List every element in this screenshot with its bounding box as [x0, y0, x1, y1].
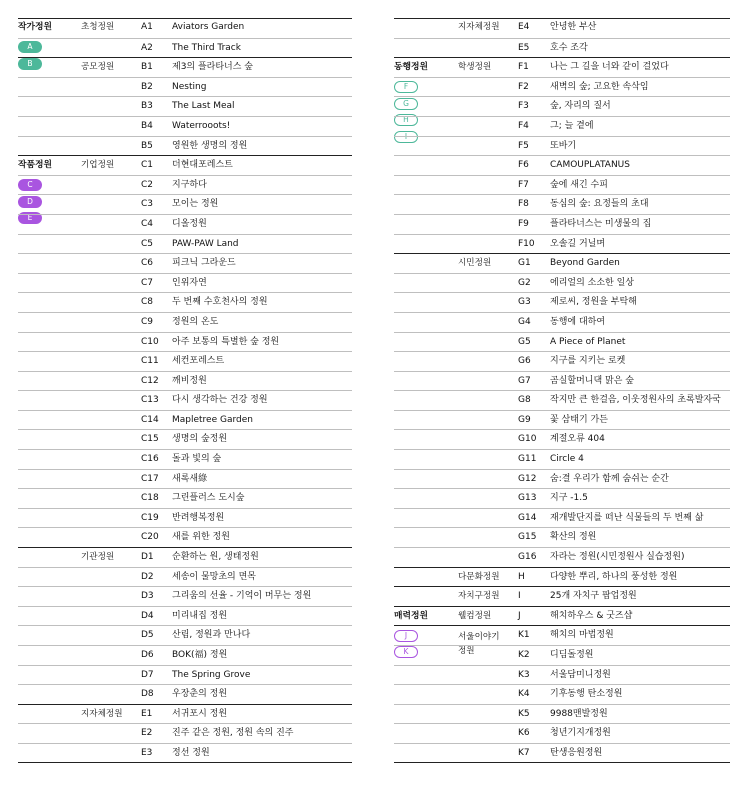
garden-title: 돌과 빛의 숲	[172, 454, 222, 465]
garden-type-label: 다문화정원	[458, 571, 500, 582]
garden-title: 미리내집 정원	[172, 610, 228, 621]
table-row	[18, 684, 352, 704]
garden-title: 곰실할머니댁 맑은 숲	[550, 375, 634, 386]
garden-title: 새록새綠	[172, 473, 208, 484]
garden-code: C19	[141, 512, 159, 523]
garden-title: 제3의 플라타너스 숲	[172, 62, 254, 73]
garden-code: C11	[141, 356, 159, 367]
garden-code: D3	[141, 591, 154, 602]
garden-title: 꽃 삼태기 가든	[550, 414, 608, 425]
garden-code: K3	[518, 669, 530, 680]
garden-code: C2	[141, 179, 154, 190]
garden-code: E3	[141, 747, 153, 758]
table-row	[394, 390, 730, 410]
garden-code: B3	[141, 101, 153, 112]
table-row	[394, 723, 730, 743]
table-row	[18, 449, 352, 469]
zone-badge: A	[18, 41, 42, 53]
garden-code: G9	[518, 414, 531, 425]
garden-code: B2	[141, 81, 153, 92]
table-row	[394, 96, 730, 116]
garden-code: K6	[518, 728, 530, 739]
table-row	[394, 273, 730, 293]
garden-title: 인위자연	[172, 277, 207, 288]
garden-code: F7	[518, 179, 529, 190]
garden-title: 에리얼의 소소한 일상	[550, 277, 634, 288]
garden-code: F10	[518, 238, 535, 249]
table-row	[18, 547, 352, 567]
garden-title: 탄생응원정원	[550, 747, 603, 758]
table-row	[394, 18, 730, 38]
garden-code: F9	[518, 218, 529, 229]
garden-title: CAMOUPLATANUS	[550, 160, 630, 171]
table-row	[394, 292, 730, 312]
table-row	[18, 527, 352, 547]
table-row	[394, 351, 730, 371]
garden-title: 진주 같은 정원, 정원 속의 진주	[172, 728, 294, 739]
garden-title: 자라는 정원(시민정원사 실습정원)	[550, 552, 685, 563]
table-row	[18, 606, 352, 626]
table-row	[18, 508, 352, 528]
garden-title: Beyond Garden	[550, 258, 620, 269]
garden-title: 그리움의 선율 - 기억이 머무는 정원	[172, 591, 312, 602]
garden-title: The Last Meal	[172, 101, 235, 112]
zone-badge: G	[394, 98, 418, 110]
table-row	[18, 488, 352, 508]
garden-code: G4	[518, 316, 531, 327]
garden-code: G15	[518, 532, 537, 543]
garden-code: C10	[141, 336, 159, 347]
garden-title: The Spring Grove	[172, 669, 251, 680]
garden-type-label: 지자체정원	[458, 22, 500, 32]
table-row	[18, 743, 352, 763]
garden-code: C9	[141, 316, 154, 327]
garden-title: 다시 생각하는 건강 정원	[172, 395, 268, 406]
garden-title: 디올정원	[172, 218, 207, 229]
garden-title: 호수 조각	[550, 42, 588, 53]
garden-title: 영원한 생명의 정원	[172, 140, 248, 151]
garden-title: 확산의 정원	[550, 532, 597, 543]
garden-code: G12	[518, 473, 537, 484]
table-row	[394, 410, 730, 430]
garden-title: 동심의 숲: 요정들의 초대	[550, 199, 649, 210]
garden-type-label: 서울이야기 정원	[458, 632, 500, 657]
garden-code: J	[518, 610, 521, 621]
garden-code: E5	[518, 42, 530, 53]
garden-title: 재개발단지를 떠난 식물들의 두 번째 삶	[550, 512, 704, 523]
garden-code: E2	[141, 728, 153, 739]
garden-title: 작지만 큰 한걸음, 이웃정원사의 초록발자국	[550, 395, 721, 406]
garden-title: 25개 자치구 팝업정원	[550, 591, 637, 602]
garden-title: 청년기지개정원	[550, 728, 611, 739]
table-row	[394, 194, 730, 214]
garden-title: 디딤돌정원	[550, 650, 594, 660]
table-row	[18, 567, 352, 587]
garden-code: K7	[518, 747, 530, 758]
table-row	[18, 214, 352, 234]
garden-title: 모이는 정원	[172, 199, 219, 210]
table-row	[18, 77, 352, 97]
top-rule	[394, 18, 730, 19]
garden-code: H	[518, 571, 525, 582]
garden-code: G10	[518, 434, 537, 445]
category-label: 작품정원	[18, 160, 52, 171]
garden-code: K4	[518, 689, 530, 700]
zone-badge: B	[18, 58, 42, 70]
garden-type-label: 웰컴정원	[458, 610, 492, 621]
garden-code: D1	[141, 552, 154, 563]
table-row	[18, 645, 352, 665]
table-row	[18, 292, 352, 312]
garden-code: K2	[518, 650, 530, 660]
garden-title: PAW-PAW Land	[172, 238, 239, 249]
table-row	[18, 116, 352, 136]
garden-title: Waterrooots!	[172, 120, 231, 131]
table-row	[18, 312, 352, 332]
table-row	[394, 449, 730, 469]
garden-code: C20	[141, 532, 159, 543]
garden-title: 정원의 온도	[172, 316, 219, 327]
garden-code: F8	[518, 199, 529, 210]
garden-code: D6	[141, 650, 154, 660]
garden-type-label: 시민정원	[458, 258, 492, 269]
garden-code: C15	[141, 434, 159, 445]
garden-title: 계절오류 404	[550, 434, 605, 445]
table-row	[394, 645, 730, 665]
garden-code: B4	[141, 120, 153, 131]
table-row	[394, 743, 730, 763]
zone-badge: H	[394, 114, 418, 126]
table-row	[394, 312, 730, 332]
garden-title: 플라타너스는 미생물의 집	[550, 218, 652, 229]
table-row	[394, 508, 730, 528]
table-row	[18, 253, 352, 273]
garden-code: C8	[141, 297, 154, 308]
table-row	[394, 116, 730, 136]
garden-code: G5	[518, 336, 531, 347]
garden-title: Mapletree Garden	[172, 414, 253, 425]
table-row	[18, 273, 352, 293]
table-row	[18, 704, 352, 724]
table-row	[394, 665, 730, 685]
zone-badge: I	[394, 131, 418, 143]
garden-title: 깨비정원	[172, 375, 207, 386]
garden-title: 새를 위한 정원	[172, 532, 230, 543]
garden-code: C6	[141, 258, 154, 269]
table-row	[394, 704, 730, 724]
garden-code: C7	[141, 277, 154, 288]
garden-code: D5	[141, 630, 154, 641]
garden-code: G1	[518, 258, 531, 269]
garden-title: 또바기	[550, 140, 577, 151]
garden-code: G8	[518, 395, 531, 406]
garden-code: F1	[518, 62, 529, 73]
garden-title: 숲, 자리의 질서	[550, 101, 611, 112]
table-row	[394, 488, 730, 508]
garden-title: 정선 정원	[172, 747, 210, 758]
table-row	[18, 332, 352, 352]
garden-code: C12	[141, 375, 159, 386]
garden-code: K5	[518, 708, 530, 719]
table-row	[18, 586, 352, 606]
garden-title: 아주 보통의 특별한 숲 정원	[172, 336, 280, 347]
garden-code: D4	[141, 610, 154, 621]
garden-title: 세컨포레스트	[172, 356, 225, 367]
garden-title: 피크닉 그라운드	[172, 258, 236, 269]
table-row	[394, 234, 730, 254]
garden-title: A Piece of Planet	[550, 336, 626, 347]
table-row	[394, 77, 730, 97]
garden-type-label: 기업정원	[81, 160, 115, 171]
garden-title: 새벽의 숲; 고요한 속삭임	[550, 81, 649, 92]
garden-title: 그린플러스 도시숲	[172, 493, 245, 504]
garden-code: D7	[141, 669, 154, 680]
garden-title: 그; 늘 곁에	[550, 120, 594, 131]
garden-code: D2	[141, 571, 154, 582]
table-row	[18, 469, 352, 489]
legend-column-right	[394, 18, 730, 763]
table-row	[394, 684, 730, 704]
zone-badge: D	[18, 196, 42, 208]
zone-badge: E	[18, 212, 42, 224]
table-row	[394, 547, 730, 567]
garden-title: 지구 -1.5	[550, 493, 588, 504]
garden-code: G16	[518, 552, 537, 563]
garden-title: 다양한 뿌리, 하나의 풍성한 정원	[550, 571, 678, 582]
table-row	[394, 469, 730, 489]
garden-title: 서귀포시 정원	[172, 708, 228, 719]
garden-type-label: 학생정원	[458, 62, 492, 73]
table-row	[394, 371, 730, 391]
garden-title: 순환하는 원, 생태정원	[172, 552, 259, 563]
garden-type-label: 공모정원	[81, 62, 115, 73]
garden-type-label: 지자체정원	[81, 708, 123, 719]
garden-code: F6	[518, 160, 529, 171]
category-label: 매력정원	[394, 610, 428, 621]
garden-code: B5	[141, 140, 153, 151]
garden-code: A1	[141, 22, 153, 32]
table-row	[394, 155, 730, 175]
legend-column-left	[18, 18, 352, 763]
table-row	[18, 38, 352, 58]
table-row	[394, 586, 730, 606]
zone-badge: K	[394, 646, 418, 658]
table-row	[18, 723, 352, 743]
garden-title: 해치의 마법정원	[550, 630, 614, 641]
garden-title: 두 번째 수호천사의 정원	[172, 297, 268, 308]
table-row	[18, 410, 352, 430]
garden-code: G13	[518, 493, 537, 504]
table-row	[18, 136, 352, 156]
table-row	[18, 175, 352, 195]
garden-title: 안녕한 부산	[550, 22, 597, 32]
garden-code: C13	[141, 395, 159, 406]
garden-code: D8	[141, 689, 154, 700]
table-row	[394, 175, 730, 195]
garden-code: F3	[518, 101, 529, 112]
garden-code: K1	[518, 630, 530, 641]
zone-badge: J	[394, 630, 418, 642]
garden-title: 반려행복정원	[172, 512, 225, 523]
garden-title: 지구를 지키는 로켓	[550, 356, 626, 367]
garden-title: 제로씨, 정원을 부탁해	[550, 297, 637, 308]
table-row	[394, 429, 730, 449]
zone-badge: F	[394, 81, 418, 93]
garden-title: Aviators Garden	[172, 22, 245, 32]
garden-code: C5	[141, 238, 154, 249]
garden-title: 숲에 새긴 수피	[550, 179, 608, 190]
garden-code: G14	[518, 512, 537, 523]
garden-title: The Third Track	[172, 42, 241, 53]
garden-title: 더현대포레스트	[172, 160, 233, 171]
garden-title: BOK(福) 정원	[172, 650, 228, 660]
table-row	[18, 390, 352, 410]
garden-code: C1	[141, 160, 154, 171]
zone-badge: C	[18, 179, 42, 191]
table-row	[18, 194, 352, 214]
garden-code: G6	[518, 356, 531, 367]
garden-title: 9988맨발정원	[550, 708, 608, 719]
garden-title: 세송이 물망초의 면목	[172, 571, 256, 582]
table-row	[18, 351, 352, 371]
table-row	[394, 38, 730, 58]
garden-code: E1	[141, 708, 153, 719]
table-row	[18, 57, 352, 77]
category-label: 작가정원	[18, 22, 52, 32]
garden-type-label: 초청정원	[81, 22, 115, 32]
garden-code: F2	[518, 81, 529, 92]
garden-code: C3	[141, 199, 154, 210]
category-label: 동행정원	[394, 62, 428, 73]
garden-code: G11	[518, 454, 537, 465]
table-row	[18, 665, 352, 685]
garden-type-label: 자치구정원	[458, 591, 500, 602]
table-row	[18, 371, 352, 391]
garden-code: C17	[141, 473, 159, 484]
table-row	[394, 332, 730, 352]
garden-title: 동행에 대하여	[550, 316, 606, 327]
table-row	[18, 96, 352, 116]
garden-code: C18	[141, 493, 159, 504]
garden-code: A2	[141, 42, 153, 53]
garden-code: F4	[518, 120, 529, 131]
garden-code: G7	[518, 375, 531, 386]
garden-code: B1	[141, 62, 153, 73]
table-row	[394, 253, 730, 273]
garden-code: F5	[518, 140, 529, 151]
table-row	[394, 567, 730, 587]
garden-title: 나는 그 길을 너와 같이 걸었다	[550, 62, 669, 73]
garden-code: G2	[518, 277, 531, 288]
garden-code: G3	[518, 297, 531, 308]
garden-title: 우장춘의 정원	[172, 689, 228, 700]
garden-title: 오솔길 거닐며	[550, 238, 606, 249]
garden-title: 서울담미니정원	[550, 669, 611, 680]
garden-code: C14	[141, 414, 159, 425]
garden-type-label: 기관정원	[81, 552, 115, 563]
table-row	[18, 429, 352, 449]
garden-title: 기후동행 탄소정원	[550, 689, 623, 700]
garden-title: 해치하우스 & 굿즈샵	[550, 610, 633, 621]
garden-title: 숨:결 우리가 함께 숨쉬는 순간	[550, 473, 669, 484]
garden-code: C16	[141, 454, 159, 465]
garden-title: Circle 4	[550, 454, 584, 465]
table-row	[394, 214, 730, 234]
garden-title: 산림, 정원과 만나다	[172, 630, 251, 641]
garden-code: C4	[141, 218, 154, 229]
table-row	[18, 234, 352, 254]
garden-code: E4	[518, 22, 530, 32]
garden-title: 생명의 숲정원	[172, 434, 228, 445]
garden-code: I	[518, 591, 521, 602]
garden-title: Nesting	[172, 81, 207, 92]
table-row	[394, 136, 730, 156]
table-row	[394, 527, 730, 547]
table-row	[18, 625, 352, 645]
garden-title: 지구하다	[172, 179, 207, 190]
top-rule	[18, 18, 352, 19]
